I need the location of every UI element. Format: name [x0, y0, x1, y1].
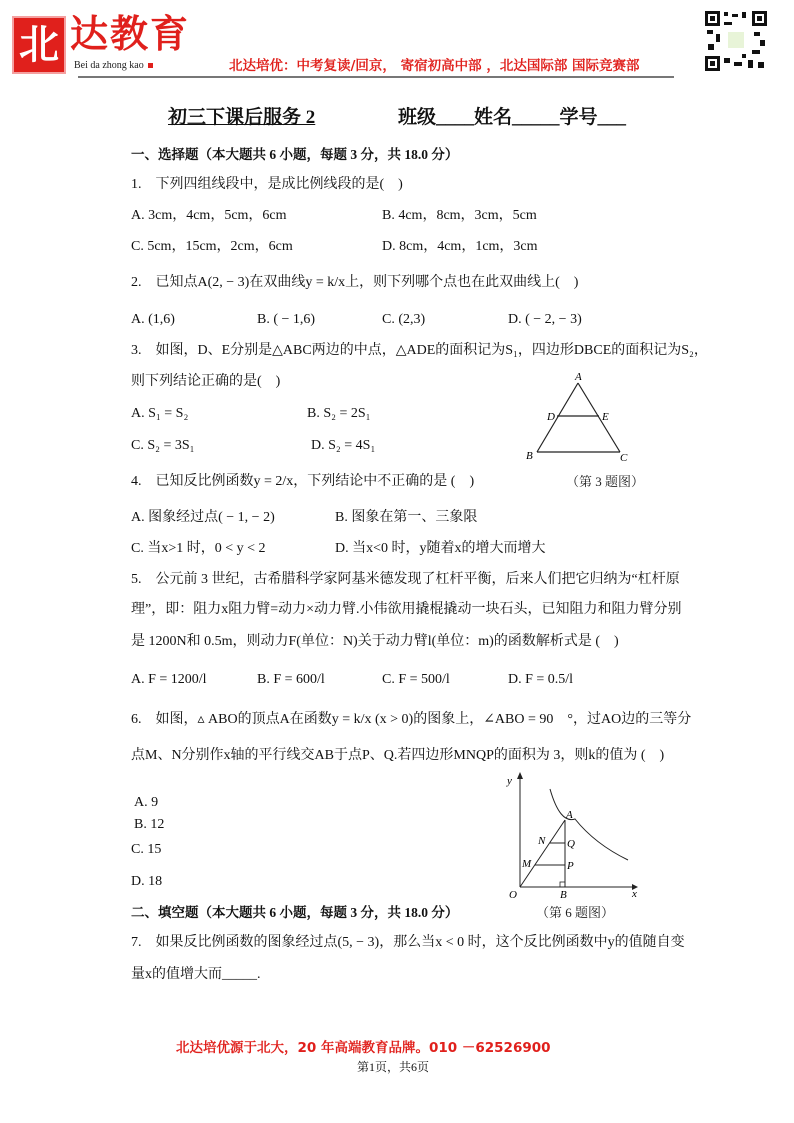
option: A. (1,6)	[131, 312, 175, 327]
logo-text: 达教育	[70, 11, 191, 56]
header-divider	[78, 76, 674, 78]
triangle-figure	[520, 368, 640, 468]
option: D. ( − 2, − 3)	[508, 312, 582, 327]
question-5-stem-cont: 是 1200N和 0.5m，则动力F(单位：N)关于动力臂l(单位：m)的函数解析式是 ( )	[131, 634, 619, 649]
figure-label: A	[575, 371, 582, 383]
option: B. F = 600/l	[257, 672, 325, 687]
figure-label: C	[620, 452, 628, 464]
figure-label: N	[538, 835, 546, 847]
option: A. S₁ = S₂	[131, 406, 189, 421]
option: D. 当x<0 时，y随着x的增大而增大	[335, 541, 546, 556]
footer-slogan: 北达培优源于北大，20 年高端教育品牌。010 －62526900	[176, 1040, 551, 1056]
figure-caption: （第 6 题图）	[536, 905, 615, 920]
option: C. 5cm，15cm，2cm，6cm	[131, 239, 293, 254]
option: B. 12	[134, 817, 165, 832]
option: C. F = 500/l	[382, 672, 450, 687]
option: A. 3cm，4cm，5cm，6cm	[131, 208, 287, 223]
question-3-stem: 3. 如图，D、E分别是△ABC两边的中点，△ADE的面积记为S₁，四边形DBCE的面积记为S₂，	[131, 343, 708, 358]
section-heading-fill: 二、填空题（本大题共 6 小题，每题 3 分，共 18.0 分）	[131, 905, 459, 920]
page-number: 第1页，共6页	[357, 1060, 430, 1074]
figure-label: B	[560, 889, 567, 901]
option: B. S₂ = 2S₁	[307, 406, 371, 421]
question-5-stem: 5. 公元前 3 世纪，古希腊科学家阿基米德发现了杠杆平衡，后来人们把它归纳为“杠杆原	[131, 572, 680, 587]
option: D. 8cm，4cm，1cm，3cm	[382, 239, 538, 254]
figure-label: E	[602, 411, 609, 423]
question-5-stem-cont: 理”，即：阻力x阻力臂=动力×动力臂.小伟欲用撬棍撬动一块石头，已知阻力和阻力臂分别	[131, 602, 682, 617]
option: D. F = 0.5/l	[508, 672, 574, 687]
figure-label: D	[547, 411, 555, 423]
figure-caption: （第 3 题图）	[566, 474, 645, 489]
section-heading-choice: 一、选择题（本大题共 6 小题，每题 3 分，共 18.0 分）	[131, 147, 459, 162]
option: C. S₂ = 3S₁	[131, 438, 195, 453]
option: B. 图象在第一、三象限	[335, 510, 478, 525]
question-3-stem-cont: 则下列结论正确的是( )	[131, 374, 281, 389]
figure-label: M	[522, 858, 532, 870]
logo	[12, 16, 66, 74]
page-title: 初三下课后服务 2	[168, 107, 316, 128]
figure-label: P	[567, 860, 574, 872]
question-6-stem: 6. 如图，▵ ABO的顶点A在函数y = k/x (x > 0)的图象上，∠ABO = 90 °，过AO边的三等分	[131, 712, 692, 727]
option: D. 18	[131, 874, 163, 889]
figure-label: O	[509, 889, 517, 901]
option: A. 图象经过点( − 1, − 2)	[131, 510, 275, 525]
option: A. 9	[134, 795, 159, 810]
figure-label: y	[507, 775, 512, 787]
question-2-stem: 2. 已知点A(2, − 3)在双曲线y = k/x上，则下列哪个点也在此双曲线上( )	[131, 275, 579, 290]
figure-label: B	[526, 450, 533, 462]
option: C. 15	[131, 842, 162, 857]
question-7-stem-cont: 量x的值增大而_____.	[131, 967, 261, 982]
header-slogan: 北达培优：中考复读/回京， 寄宿初高中部 ，北达国际部 国际竞赛部	[229, 58, 640, 74]
student-info-fields: 班级____姓名_____学号___	[398, 107, 627, 128]
question-1-stem: 1. 下列四组线段中，是成比例线段的是( )	[131, 177, 403, 192]
logo-subtitle	[74, 60, 153, 72]
option: B. ( − 1,6)	[257, 312, 316, 327]
logo-square-icon	[148, 63, 153, 68]
figure-label: x	[632, 888, 637, 900]
logo-char: 北	[19, 21, 59, 68]
option: A. F = 1200/l	[131, 672, 207, 687]
question-4-stem: 4. 已知反比例函数y = 2/x，下列结论中不正确的是 ( )	[131, 474, 475, 489]
option: B. 4cm，8cm，3cm，5cm	[382, 208, 537, 223]
question-6-stem-cont: 点M、N分别作x轴的平行线交AB于点P、Q.若四边形MNQP的面积为 3，则k的值为 ( )	[131, 748, 665, 763]
option: C. (2,3)	[382, 312, 426, 327]
qr-code-icon	[704, 10, 768, 72]
option: D. S₂ = 4S₁	[311, 438, 376, 453]
logo-subtitle-text: Bei da zhong kao	[74, 60, 144, 71]
figure-label: A	[566, 809, 573, 821]
figure-label: Q	[567, 838, 575, 850]
function-graph-figure	[500, 768, 645, 902]
question-7-stem: 7. 如果反比例函数的图象经过点(5, − 3)，那么当x < 0 时，这个反比例函数中y的值随自变	[131, 935, 685, 950]
option: C. 当x>1 时，0 < y < 2	[131, 541, 266, 556]
